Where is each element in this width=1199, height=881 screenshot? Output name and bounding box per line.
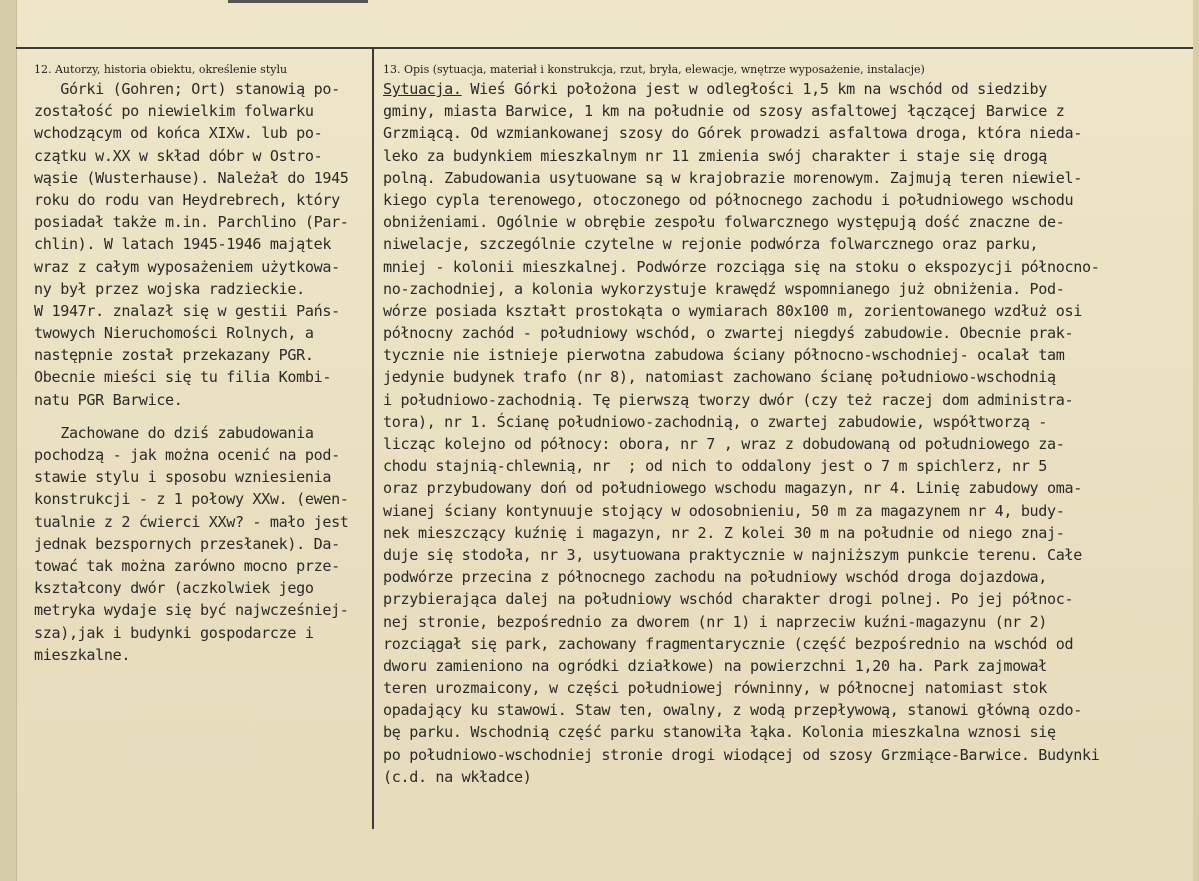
text-line: dworu zamieniono na ogródki działkowe) na powierzchni 1,20 ha. Park zajmował (383, 656, 1048, 675)
text-line: Grzmiącą. Od wzmiankowanej szosy do Górek prowadzi asfaltowa droga, która nieda- (383, 124, 1082, 143)
text-line: kształcony dwór (aczkolwiek jego (34, 579, 314, 598)
description-text (383, 78, 1099, 788)
text-line: Górki (Gohren; Ort) stanowią po- (34, 80, 340, 98)
column-divider (372, 49, 374, 829)
page-edge (1193, 0, 1199, 881)
text-line: metryka wydaje się być najwcześniej- (34, 601, 349, 620)
text-line (383, 78, 1099, 100)
text-line: twowych Nieruchomości Rolnych, a (34, 324, 314, 343)
text-line: po południowo-wschodniej stronie drogi wiodącej od szosy Grzmiące-Barwice. Budynki (383, 745, 1100, 764)
text-line: licząc kolejno od północy: obora, nr 7 , wraz z dobudowaną od południowego za- (383, 435, 1065, 453)
text-line: zostałość po niewielkim folwarku (34, 102, 314, 121)
text-line: konstrukcji - z 1 połowy XXw. (ewen- (34, 490, 349, 509)
text-line: no-zachodniej, a kolonia wykorzystuje krawędź wspomnianego już obniżenia. Pod- (383, 279, 1065, 298)
text-line: niwelacje, szczególnie czytelne w rejonie podwórza folwarcznego oraz parku, (383, 235, 1039, 254)
text-line: gminy, miasta Barwice, 1 km na południe od szosy asfaltowej łączącej Barwice z (383, 102, 1065, 121)
text-segment: Wieś Górki położona jest w odległości 1,5 km na wschód od siedziby (461, 80, 1048, 98)
text-line: chodu stajnią-chlewnią, nr ; od nich to oddalony jest o 7 m spichlerz, nr 5 (383, 457, 1048, 476)
text-line: polną. Zabudowania usytuowane są w krajobrazie morenowym. Zajmują teren niewiel- (383, 168, 1082, 187)
text-line: rozciągał się park, zachowany fragmentarycznie (część bezpośrednio na wschód od (383, 634, 1074, 653)
text-line: kiego cypla terenowego, otoczonego od północnego zachodu i południowego wschodu (383, 190, 1074, 209)
text-line: duje się stodoła, nr 3, usytuowana praktycznie w najniższym punkcie terenu. Całe (383, 545, 1082, 564)
text-line: pochodzą - jak można ocenić na pod- (34, 446, 340, 464)
text-line: tora), nr 1. Ścianę południowo-zachodnią, o zwartej zabudowie, współtworzą - (383, 412, 1048, 431)
section-label-situation: Sytuacja. (383, 80, 462, 98)
text-line: wąsie (Wusterhause). Należał do 1945 (34, 168, 349, 187)
text-line: chlin). W latach 1945-1946 majątek (34, 235, 332, 254)
text-line: obniżeniami. Ogólnie w obrębie zespołu folwarcznego występują dość znaczne de- (383, 213, 1065, 232)
text-line: (c.d. na wkładce) (383, 767, 532, 786)
text-line: sza),jak i budynki gospodarcze i (34, 623, 314, 642)
paragraph-gap (34, 411, 349, 422)
text-line: tować tak można zarówno mocno prze- (34, 556, 340, 575)
text-line: jednak bezspornych przesłanek). Da- (34, 534, 340, 553)
text-line: tualnie z 2 ćwierci XXw? - mało jest (34, 512, 349, 531)
text-line: wchodzącym od końca XIXw. lub po- (34, 124, 323, 143)
binding-edge (0, 0, 17, 881)
text-line: ny był przez wojska radzieckie. (34, 279, 305, 298)
text-line: przybierająca dalej na południowy wschód charakter drogi polnej. Po jej północ- (383, 590, 1074, 609)
text-line: następnie został przekazany PGR. (34, 346, 314, 365)
text-line: północny zachód - południowy wschód, o zwartej niegdyś zabudowie. Obecnie prak- (383, 324, 1074, 343)
text-line: podwórze przecina z północnego zachodu na południowy wschód droga dojazdowa, (383, 568, 1048, 587)
text-line: natu PGR Barwice. (34, 390, 183, 409)
top-mark (228, 0, 368, 3)
text-line: teren urozmaicony, w części południowej równinny, w północnej natomiast stok (383, 679, 1048, 698)
text-line: W 1947r. znalazł się w gestii Pańs- (34, 301, 340, 320)
text-line: oraz przybudowany doń od południowego wschodu magazyn, nr 4. Linię zabudowy oma- (383, 479, 1082, 498)
text-line: wianej ściany kontynuuje stojący w odosobnieniu, 50 m za magazynem nr 4, budy- (383, 501, 1065, 520)
text-line: Obecnie mieści się tu filia Kombi- (34, 368, 332, 387)
text-line: i południowo-zachodnią. Tę pierwszą tworzy dwór (czy też raczej dom administra- (383, 390, 1074, 409)
top-divider (16, 47, 1193, 49)
text-line: tycznie nie istnieje pierwotna zabudowa ściany północno-wschodniej- ocalał tam (383, 346, 1065, 365)
text-line: mieszkalne. (34, 645, 131, 664)
text-line: wraz z całym wyposażeniem użytkowa- (34, 257, 340, 276)
text-line: posiadał także m.in. Parchlino (Par- (34, 213, 349, 232)
text-line: jedynie budynek trafo (nr 8), natomiast zachowano ścianę południowo-wschodnią (383, 368, 1056, 387)
text-line: opadający ku stawowi. Staw ten, owalny, z wodą przepływową, stanowi główną ozdo- (383, 701, 1082, 720)
text-line: mniej - kolonii mieszkalnej. Podwórze rozciąga się na stoku o ekspozycji północno- (383, 257, 1100, 276)
text-line: nej stronie, bezpośrednio za dworem (nr 1) i naprzeciw kuźni-magazynu (nr 2) (383, 612, 1048, 631)
text-line: stawie stylu i sposobu wzniesienia (34, 468, 332, 487)
text-line: czątku w.XX w skład dóbr w Ostro- (34, 146, 323, 165)
text-line: leko za budynkiem mieszkalnym nr 11 zmienia swój charakter i staje się drogą (383, 146, 1048, 165)
text-line: roku do rodu van Heydrebrech, który (34, 190, 340, 209)
text-line: wórze posiada kształt prostokąta o wymiarach 80x100 m, zorientowanego wzdłuż osi (383, 301, 1082, 320)
section-13-heading: 13. Opis (sytuacja, materiał i konstrukcja, rzut, bryła, elewacje, wnętrze wyposażenie, instalacje) (383, 63, 925, 76)
history-text (34, 78, 349, 666)
text-line: Zachowane do dziś zabudowania (34, 423, 314, 442)
section-12-heading: 12. Autorzy, historia obiektu, określenie stylu (34, 63, 288, 76)
text-line: bę parku. Wschodnią część parku stanowiła łąka. Kolonia mieszkalna wznosi się (383, 723, 1056, 742)
text-line: nek mieszczący kuźnię i magazyn, nr 2. Z kolei 30 m na południe od niego znaj- (383, 523, 1065, 542)
